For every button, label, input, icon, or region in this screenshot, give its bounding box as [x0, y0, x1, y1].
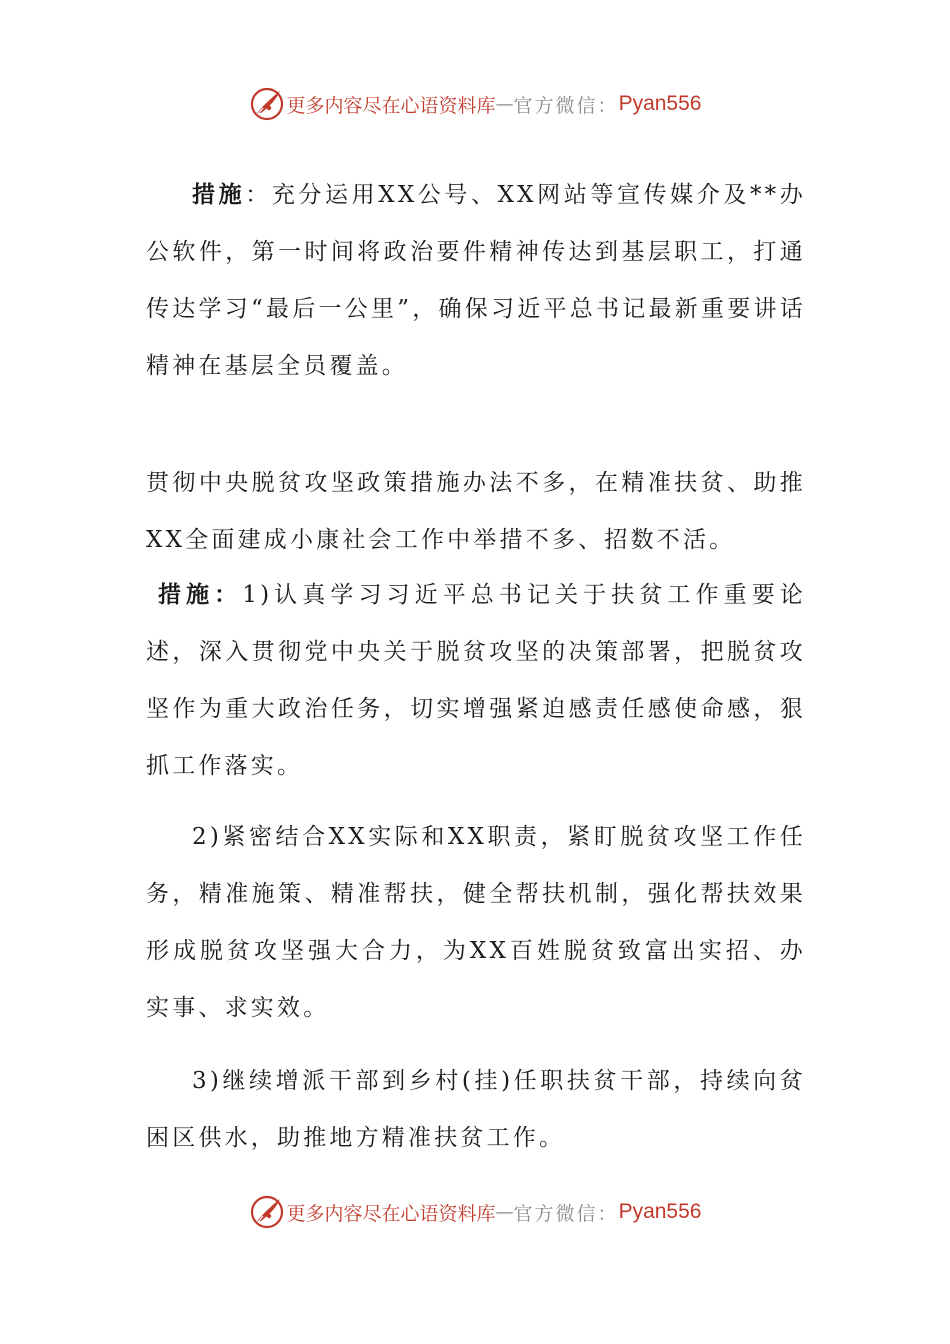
measure-text: 1)认真学习习近平总书记关于扶贫工作重要论述，深入贯彻党中央关于脱贫攻坚的决策部署，把脱贫攻坚作为重大政治任务，切实增强紧迫感责任感使命感，狠抓工作落实。	[146, 582, 806, 779]
brand-text: 更多内容尽在心语资料库	[286, 1202, 496, 1225]
quill-pen-logo-icon	[249, 86, 285, 122]
measure-paragraph-1	[146, 167, 806, 395]
wechat-label: 官方微信：	[513, 94, 619, 117]
measure-label: 措施	[192, 182, 246, 208]
measure-paragraph-3: 2)紧密结合XX实际和XX职责，紧盯脱贫攻坚工作任务，精准施策、精准帮扶，健全帮扶机制，强化帮扶效果形成脱贫攻坚强大合力，为XX百姓脱贫致富出实招、办实事、求实效。	[146, 824, 806, 1021]
measure-paragraph-4: 3)继续增派干部到乡村(挂)任职扶贫干部，持续向贫困区供水，助推地方精准扶贫工作。	[146, 1068, 806, 1151]
issue-paragraph: 贯彻中央脱贫攻坚政策措施办法不多，在精准扶贫、助推XX全面建成小康社会工作中举措不多、招数不活。	[146, 470, 806, 553]
separator: —	[495, 93, 514, 115]
measure-paragraph-2	[146, 567, 806, 795]
wechat-label: 官方微信：	[513, 1202, 619, 1225]
measure-label: 措施：	[158, 582, 243, 608]
wechat-id: Pyan556	[618, 1200, 702, 1223]
separator: —	[495, 1201, 514, 1223]
measure-text: ：充分运用XX公号、XX网站等宣传媒介及**办公软件，第一时间将政治要件精神传达到基层职工，打通传达学习“最后一公里”，确保习近平总书记最新重要讲话精神在基层全员覆盖。	[146, 182, 806, 379]
brand-text: 更多内容尽在心语资料库	[286, 94, 496, 117]
quill-pen-logo-icon	[249, 1194, 285, 1230]
wechat-id: Pyan556	[618, 92, 702, 115]
footer-banner	[0, 1190, 950, 1234]
header-banner	[0, 82, 950, 126]
